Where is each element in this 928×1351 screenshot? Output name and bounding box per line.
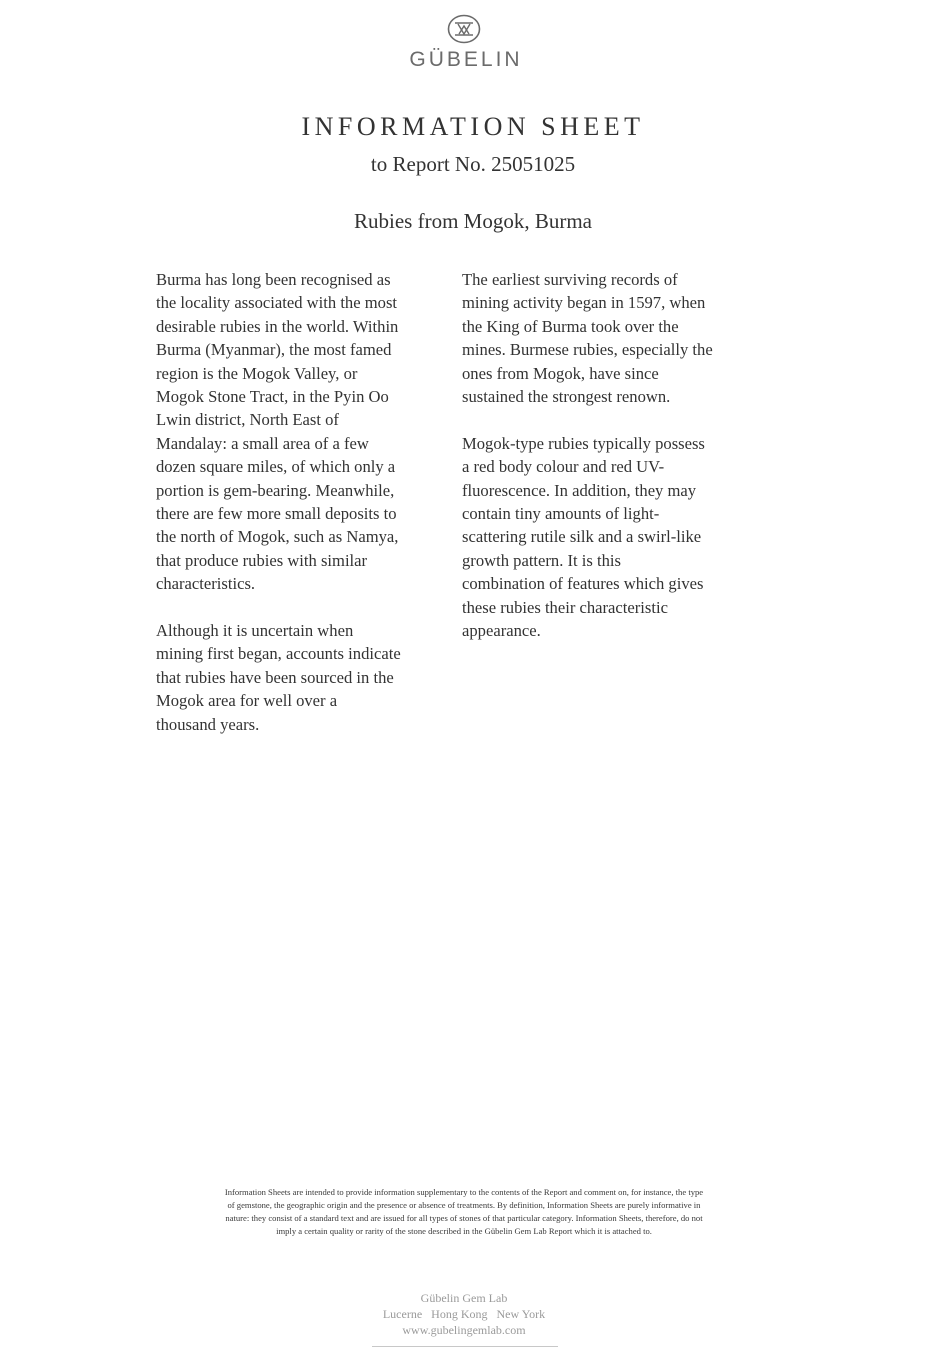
right-paragraph-2 bbox=[462, 432, 762, 643]
disclaimer-line: imply a certain quality or rarity of the stone described in the Gübelin Gem Lab Report which it is attached to. bbox=[276, 1226, 652, 1236]
page-title: INFORMATION SHEET bbox=[301, 112, 645, 141]
gubelin-crest-icon bbox=[447, 14, 481, 44]
logo-wordmark: GÜBELIN bbox=[409, 48, 523, 71]
left-paragraph-1 bbox=[156, 268, 456, 596]
footer-company: Gübelin Gem Lab bbox=[420, 1291, 508, 1305]
text-line: Lwin district, North East of bbox=[156, 410, 339, 430]
right-paragraph-1 bbox=[462, 268, 762, 408]
text-line: ones from Mogok, have since bbox=[462, 363, 659, 383]
text-line: Mogok-type rubies typically possess bbox=[462, 433, 705, 453]
text-line: desirable rubies in the world. Within bbox=[156, 316, 399, 336]
footer-divider bbox=[372, 1346, 558, 1347]
disclaimer-line: nature: they consist of a standard text and are issued for all types of stones of that particular category. Information Sheets, therefore, do not bbox=[225, 1213, 703, 1223]
text-line: Although it is uncertain when bbox=[156, 621, 354, 641]
text-line: Mandalay: a small area of a few bbox=[156, 433, 369, 453]
text-line: fluorescence. In addition, they may bbox=[462, 480, 697, 500]
text-line: characteristics. bbox=[156, 574, 256, 594]
text-line: thousand years. bbox=[156, 714, 260, 734]
disclaimer-line: of gemstone, the geographic origin and the presence or absence of treatments. By definition, Information Sheets are purely informative in bbox=[227, 1200, 701, 1210]
text-line: sustained the strongest renown. bbox=[462, 387, 671, 407]
text-line: Mogok area for well over a bbox=[156, 691, 338, 711]
text-line: mining first began, accounts indicate bbox=[156, 644, 401, 664]
footer bbox=[0, 1290, 928, 1338]
text-line: the locality associated with the most bbox=[156, 293, 398, 313]
text-line: there are few more small deposits to bbox=[156, 504, 397, 524]
text-line: the King of Burma took over the bbox=[462, 316, 679, 336]
text-line: The earliest surviving records of bbox=[462, 270, 678, 289]
text-line: Burma (Myanmar), the most famed bbox=[156, 340, 392, 360]
text-line: portion is gem-bearing. Meanwhile, bbox=[156, 480, 395, 500]
text-line: mines. Burmese rubies, especially the bbox=[462, 340, 713, 360]
text-line: a red body colour and red UV- bbox=[462, 457, 665, 477]
report-number: to Report No. 25051025 bbox=[370, 152, 576, 176]
text-line: region is the Mogok Valley, or bbox=[156, 363, 358, 383]
text-line: Mogok Stone Tract, in the Pyin Oo bbox=[156, 387, 389, 407]
text-line: Burma has long been recognised as bbox=[156, 270, 391, 289]
logo bbox=[0, 14, 928, 72]
right-column bbox=[462, 268, 762, 666]
section-heading: Rubies from Mogok, Burma bbox=[354, 209, 592, 233]
left-column bbox=[156, 268, 456, 760]
footer-locations: Lucerne Hong Kong New York bbox=[382, 1307, 546, 1321]
text-line: mining activity began in 1597, when bbox=[462, 293, 706, 313]
text-line: that rubies have been sourced in the bbox=[156, 667, 394, 687]
footer-website[interactable]: www.gubelingemlab.com bbox=[402, 1323, 526, 1337]
text-line: contain tiny amounts of light- bbox=[462, 504, 660, 524]
text-line: dozen square miles, of which only a bbox=[156, 457, 396, 477]
text-line: combination of features which gives bbox=[462, 574, 704, 594]
text-line: the north of Mogok, such as Namya, bbox=[156, 527, 399, 547]
text-line: growth pattern. It is this bbox=[462, 550, 622, 570]
text-line: these rubies their characteristic bbox=[462, 597, 668, 617]
text-line: appearance. bbox=[462, 621, 541, 641]
text-line: scattering rutile silk and a swirl-like bbox=[462, 527, 702, 547]
disclaimer-line: Information Sheets are intended to provide information supplementary to the contents of the Report and comment on, for instance, the type bbox=[224, 1187, 704, 1197]
disclaimer bbox=[150, 1186, 778, 1238]
left-paragraph-2 bbox=[156, 619, 456, 736]
text-line: that produce rubies with similar bbox=[156, 550, 368, 570]
